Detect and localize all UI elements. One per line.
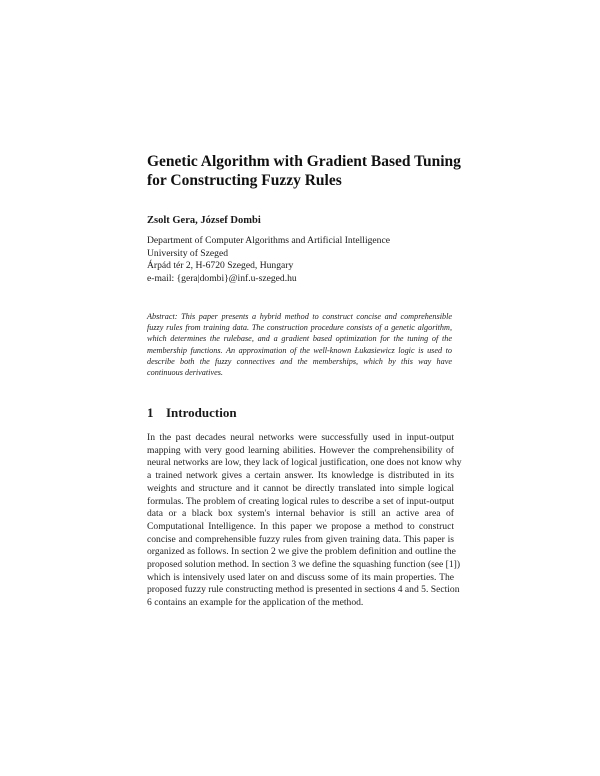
paragraph-line: neural networks are low, they lack of logical justification, one does not know why	[147, 457, 462, 469]
section-heading	[147, 405, 237, 421]
paragraph-line: data or a black box system's internal behavior is still an active area of	[147, 508, 454, 520]
paragraph-line: weights and structure and it cannot be directly translated into simple logical	[147, 482, 454, 494]
paragraph-line: mapping with very good learning abilities. However the comprehensibility of	[147, 444, 454, 456]
section-title: Introduction	[166, 405, 237, 420]
affiliation-email: e-mail: {gera|dombi}@inf.u-szeged.hu	[147, 272, 297, 284]
paragraph-line: In the past decades neural networks were successfully used in input-output	[147, 432, 454, 443]
paragraph-line: a trained network gives a certain answer. Its knowledge is distributed in its	[147, 470, 454, 482]
paragraph-line: 6 contains an example for the application of the method.	[147, 597, 364, 609]
introduction-paragraph	[147, 432, 462, 610]
abstract-line: which determines the rulebase, and a gradient based optimization for the tuning of the	[147, 334, 452, 344]
paragraph-line: concise and comprehensible fuzzy rules from given training data. This paper is	[147, 533, 454, 545]
paragraph-line: organized as follows. In section 2 we give the problem definition and outline the	[147, 546, 456, 558]
abstract-line: fuzzy rules from training data. The construction procedure consists of a genetic algorithm,	[147, 323, 452, 333]
paragraph-line: which is intensively used later on and discuss some of its main properties. The	[147, 571, 454, 583]
author-affiliation	[147, 235, 390, 285]
section-number: 1	[147, 405, 154, 420]
affiliation-university: University of Szeged	[147, 247, 228, 259]
abstract-line: Abstract: This paper presents a hybrid method to construct concise and comprehensible	[147, 312, 452, 321]
paper-title	[147, 152, 467, 190]
abstract-line: membership functions. An approximation of the well-known Łukasiewicz logic is used to	[147, 345, 452, 355]
paragraph-line: proposed solution method. In section 3 we define the squashing function (see [1])	[147, 559, 461, 571]
paragraph-line: proposed fuzzy rule constructing method is presented in sections 4 and 5. Section	[147, 584, 460, 596]
author-list: Zsolt Gera, József Dombi	[147, 215, 261, 226]
abstract-line: continuous derivatives.	[147, 368, 223, 378]
abstract-line: describe both the fuzzy connectives and the memberships, which by this way have	[147, 356, 452, 366]
paragraph-line: Computational Intelligence. In this paper we propose a method to construct	[147, 520, 454, 532]
affiliation-address: Árpád tér 2, H-6720 Szeged, Hungary	[147, 260, 294, 272]
paper-title-line-2: for Constructing Fuzzy Rules	[147, 172, 342, 189]
paper-title-line-1: Genetic Algorithm with Gradient Based Tuning	[147, 153, 461, 170]
affiliation-department: Department of Computer Algorithms and Artificial Intelligence	[147, 235, 390, 246]
paragraph-line: formulas. The problem of creating logical rules to describe a set of input-output	[147, 495, 454, 507]
abstract	[147, 311, 452, 378]
